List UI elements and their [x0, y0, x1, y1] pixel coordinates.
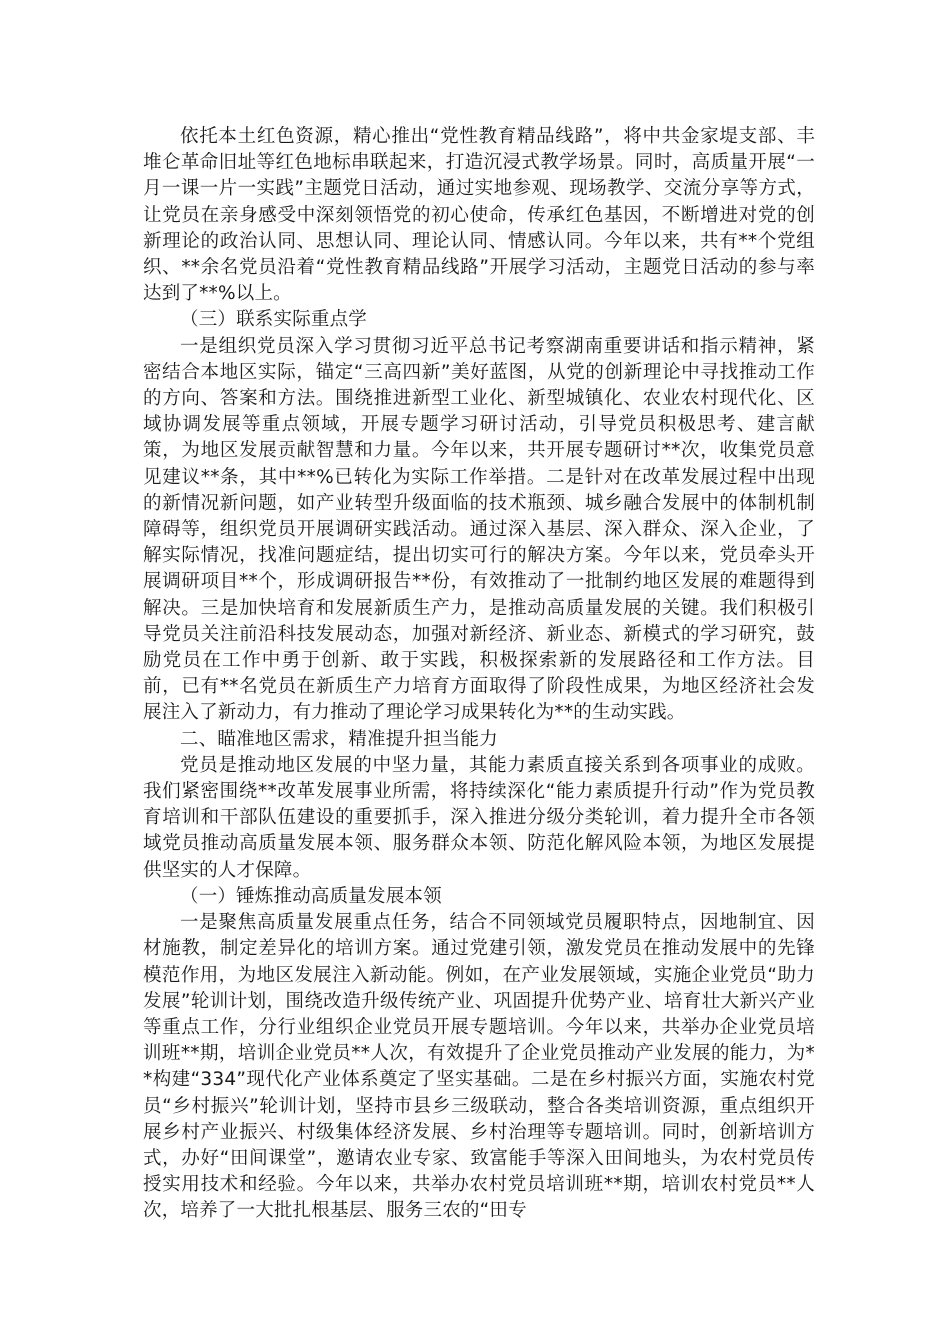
paragraph-practical-study: 一是组织党员深入学习贯彻习近平总书记考察湖南重要讲话和指示精神，紧密结合本地区实际，锚定“三高四新”美好蓝图，从党的创新理论中寻找推动工作的方向、答案和方法。围绕推进新型工业化、新型城镇化、农业农村现代化、区域协调发展等重点领域，开展专题学习研讨活动，引导党员积极思考、建言献策，为地区发展贡献智慧和力量。今年以来，共开展专题研讨**次，收集党员意见建议**条，其中**%已转化为实际工作举措。二是针对在改革发展过程中出现的新情况新问题，如产业转型升级面临的技术瓶颈、城乡融合发展中的体制机制障碍等，组织党员开展调研实践活动。通过深入基层、深入群众、深入企业，了解实际情况，找准问题症结，提出切实可行的解决方案。今年以来，党员牵头开展调研项目**个，形成调研报告**份，有效推动了一批制约地区发展的难题得到解决。三是加快培育和发展新质生产力，是推动高质量发展的关键。我们积极引导党员关注前沿科技发展动态，加强对新经济、新业态、新模式的学习研究，鼓励党员在工作中勇于创新、敢于实践，积极探索新的发展路径和工作方法。目前，已有**名党员在新质生产力培育方面取得了阶段性成果，为地区经济社会发展注入了新动力，有力推动了理论学习成果转化为**的生动实践。 — [143, 335, 815, 724]
paragraph-red-resources: 依托本土红色资源，精心推出“党性教育精品线路”，将中共金家堤支部、丰堆仑革命旧址等红色地标串联起来，打造沉浸式教学场景。同时，高质量开展“一月一课一片一实践”主题党日活动，通过实地参观、现场教学、交流分享等方式，让党员在亲身感受中深刻领悟党的初心使命，传承红色基因，不断增进对党的创新理论的政治认同、思想认同、理论认同、情感认同。今年以来，共有**个党组织、**余名党员沿着“党性教育精品线路”开展学习活动，主题党日活动的参与率达到了**%以上。 — [143, 126, 815, 305]
section-heading-1: （一）锤炼推动高质量发展本领 — [180, 885, 442, 907]
section-heading-3: （三）联系实际重点学 — [180, 309, 368, 331]
paragraph-party-members: 党员是推动地区发展的中坚力量，其能力素质直接关系到各项事业的成败。我们紧密围绕**改革发展事业所需，将持续深化“能力素质提升行动”作为党员教育培训和干部队伍建设的重要抓手，深入推进分级分类轮训，着力提升全市各领域党员推动高质量发展本领、服务群众本领、防范化解风险本领，为地区发展提供坚实的人才保障。 — [143, 754, 815, 881]
document-page — [143, 124, 815, 1225]
chapter-heading-2: 二、瞄准地区需求，精准提升担当能力 — [180, 728, 498, 750]
paragraph-high-quality-development: 一是聚焦高质量发展重点任务，结合不同领域党员履职特点，因地制宜、因材施教，制定差异化的培训方案。通过党建引领，激发党员在推动发展中的先锋模范作用，为地区发展注入新动能。例如，在产业发展领域，实施企业党员“助力发展”轮训计划，围绕改造升级传统产业、巩固提升优势产业、培育壮大新兴产业等重点工作，分行业组织企业党员开展专题培训。今年以来，共举办企业党员培训班**期，培训企业党员**人次，有效提升了企业党员推动产业发展的能力，为**构建“334”现代化产业体系奠定了坚实基础。二是在乡村振兴方面，实施农村党员“乡村振兴”轮训计划，坚持市县乡三级联动，整合各类培训资源，重点组织开展乡村产业振兴、村级集体经济发展、乡村治理等专题培训。同时，创新培训方式，办好“田间课堂”，邀请农业专家、致富能手等深入田间地头，为农村党员传授实用技术和经验。今年以来，共举办农村党员培训班**期，培训农村党员**人次，培养了一大批扎根基层、服务三农的“田专 — [143, 912, 815, 1222]
